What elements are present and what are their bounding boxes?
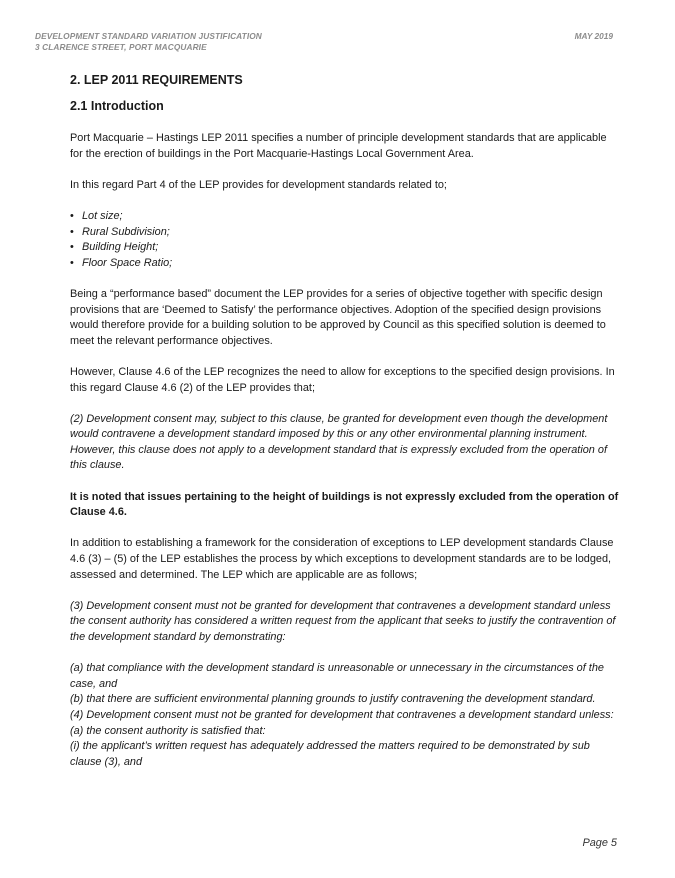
bullet-icon: •	[70, 256, 74, 269]
list-item: • Building Height;	[70, 240, 620, 256]
bullet-icon: •	[70, 241, 74, 254]
paragraph-framework: In addition to establishing a framework for the consideration of exceptions to LEP development standards Clause 4.6 (3) – (5) of the LEP establishes the process by which exceptions to development standards are to be lodged, assessed and determined. The LEP which are applicable are as follows;	[70, 537, 614, 581]
header-address: 3 CLARENCE STREET, PORT MACQUARIE	[35, 42, 207, 52]
paragraph-performance: Being a “performance based” document the LEP provides for a series of objective together with specific design provisions that are ‘Deemed to Satisfy’ the performance objectives. Adoption of the specified design provisions would therefore provide for a building solution to be approved by Council as this specified solution is deemed to meet the relevant performance objectives.	[70, 287, 606, 347]
bullet-icon: •	[70, 225, 74, 238]
bullet-icon: •	[70, 209, 74, 222]
page-body	[70, 71, 620, 770]
header-date: MAY 2019	[574, 31, 613, 41]
quote-subclause-4a: (a) the consent authority is satisfied that:	[70, 724, 266, 737]
page-number: Page 5	[582, 837, 617, 849]
list-item: • Rural Subdivision;	[70, 225, 620, 241]
paragraph-intro: Port Macquarie – Hastings LEP 2011 specifies a number of principle development standards that are applicable for the erection of buildings in the Port Macquarie-Hastings Local Government Area.	[70, 132, 607, 160]
section-heading: 2. LEP 2011 REQUIREMENTS	[70, 73, 243, 87]
paragraph-noted: It is noted that issues pertaining to the height of buildings is not expressly excluded from the operation of Clause 4.6.	[70, 490, 619, 519]
quote-subclause-4ai: (i) the applicant’s written request has adequately addressed the matters required to be demonstrated by sub clause (3), and	[70, 740, 590, 768]
list-item: • Floor Space Ratio;	[70, 256, 620, 272]
quote-subclause-2: (2) Development consent may, subject to this clause, be granted for development even though the development would contravene a development standard imposed by this or any other environmental planning instrument. However, this clause does not apply to a development standard that is expressly excluded from the operation of this clause.	[70, 412, 608, 472]
standards-list	[70, 209, 620, 271]
quote-subclause-3b: (b) that there are sufficient environmental planning grounds to justify contravening the development standard.	[70, 693, 596, 706]
paragraph-part4: In this regard Part 4 of the LEP provides for development standards related to;	[70, 178, 447, 191]
quote-subclause-3: (3) Development consent must not be granted for development that contravenes a development standard unless the consent authority has considered a written request from the applicant that seeks to justify the contravention of the development standard by demonstrating:	[70, 599, 616, 643]
paragraph-clause-46: However, Clause 4.6 of the LEP recognizes the need to allow for exceptions to the specified design provisions. In this regard Clause 4.6 (2) of the LEP provides that;	[70, 365, 615, 394]
quote-subclause-3a: (a) that compliance with the development standard is unreasonable or unnecessary in the circumstances of the case, and	[70, 662, 604, 690]
subsection-heading: 2.1 Introduction	[70, 99, 164, 113]
list-item: • Lot size;	[70, 209, 620, 225]
running-header	[35, 31, 262, 53]
quote-subclause-4: (4) Development consent must not be granted for development that contravenes a development standard unless:	[70, 708, 614, 721]
header-title: DEVELOPMENT STANDARD VARIATION JUSTIFICATION	[35, 31, 262, 41]
